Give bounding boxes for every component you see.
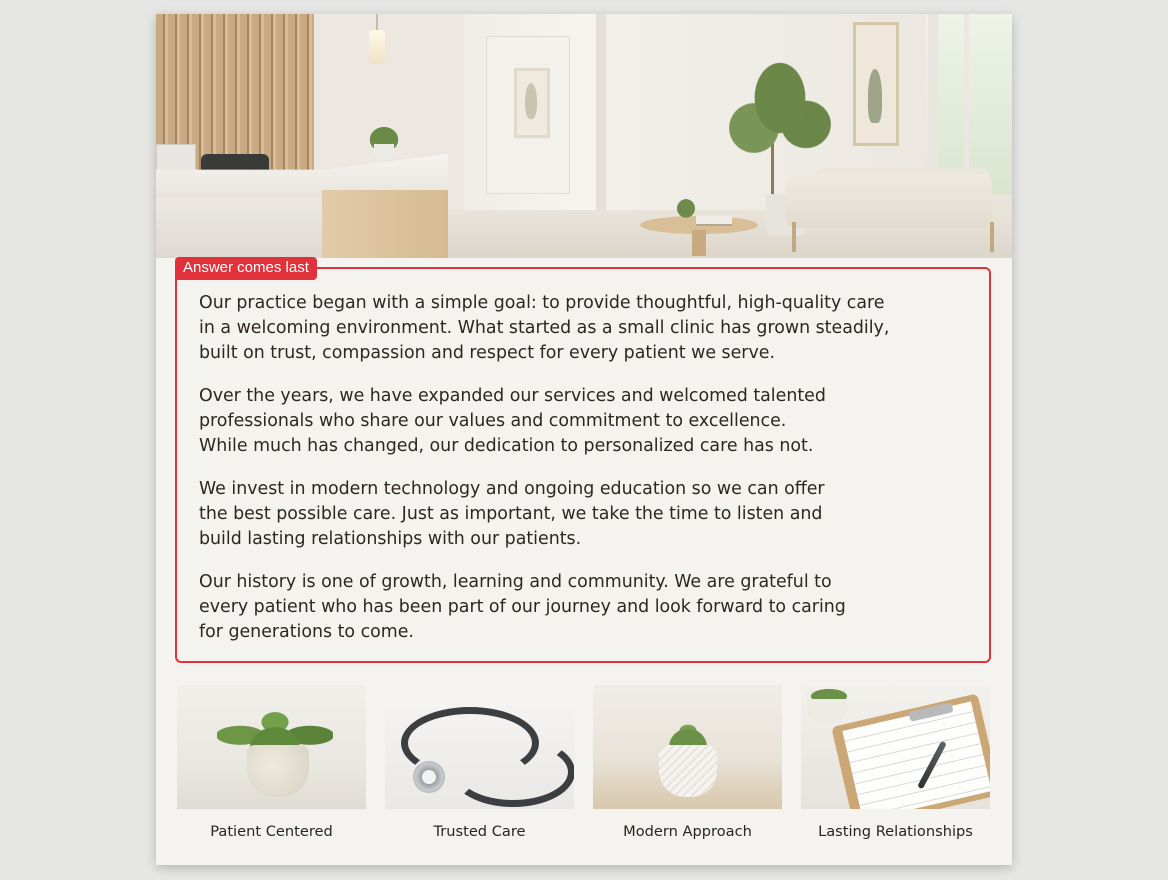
text-line: professionals who share our values and commitment to excellence. [199,411,787,431]
about-page [156,14,1012,865]
paragraph-technology [199,477,889,552]
text-line: Our practice began with a simple goal: to provide thoughtful, high-quality care [199,293,885,313]
card-caption: Lasting Relationships [818,823,973,840]
text-line: Our history is one of growth, learning and community. We are grateful to [199,572,832,592]
clipboard-icon [801,685,990,809]
text-line: build lasting relationships with our patients. [199,529,582,549]
value-card-lasting-relationships [801,685,990,845]
value-card-trusted-care [385,685,574,845]
paragraph-growth [199,384,889,459]
text-line: every patient who has been part of our journey and look forward to caring [199,597,846,617]
value-card-modern-approach [593,685,782,845]
card-caption: Patient Centered [210,823,333,840]
paragraph-origin [199,291,889,366]
annotation-badge: Answer comes last [175,257,317,280]
text-line: While much has changed, our dedication to personalized care has not. [199,436,814,456]
text-line: in a welcoming environment. What started as a small clinic has grown steadily, [199,318,890,338]
succulent-icon [593,685,782,809]
history-text [199,291,889,663]
potted-plant-icon [177,685,366,809]
hero-clinic-interior-image [156,14,1012,258]
text-line: We invest in modern technology and ongoing education so we can offer [199,479,825,499]
text-line: Over the years, we have expanded our services and welcomed talented [199,386,826,406]
text-line: the best possible care. Just as important, we take the time to listen and [199,504,823,524]
card-caption: Trusted Care [433,823,526,840]
text-line: for generations to come. [199,622,414,642]
paragraph-community [199,570,889,645]
value-card-patient-centered [177,685,366,845]
card-caption: Modern Approach [623,823,752,840]
stethoscope-icon [385,685,574,809]
text-line: built on trust, compassion and respect for every patient we serve. [199,343,775,363]
